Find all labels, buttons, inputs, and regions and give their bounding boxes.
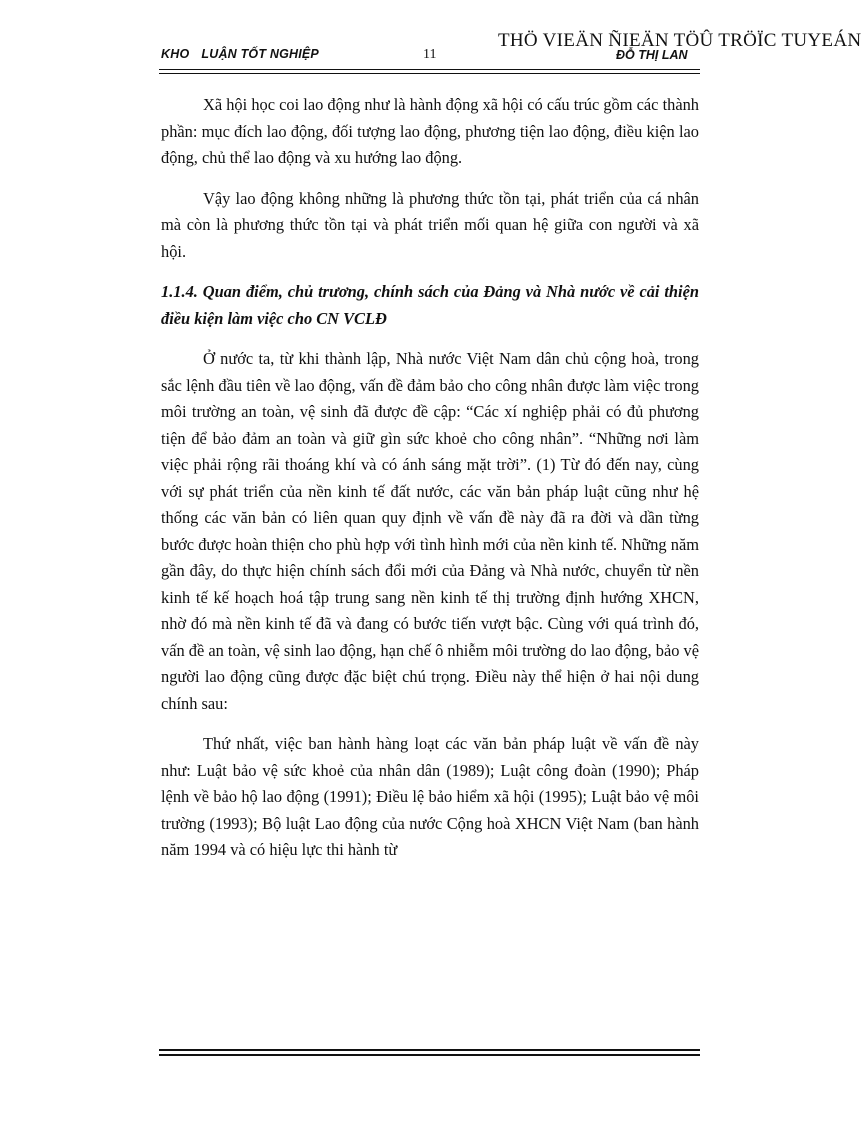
- page-number: 11: [423, 47, 437, 62]
- header-title-part1: KHO: [161, 47, 190, 61]
- paragraph-3: Ở nước ta, từ khi thành lập, Nhà nước Việt Nam dân chủ cộng hoà, trong sắc lệnh đầu tiên về lao động, vấn đề đảm bảo cho công nhân được làm việc trong môi trường an toàn, vệ sinh đã được đề cập: “Các xí nghiệp phải có đủ phương tiện để bảo đảm an toàn và giữ gìn sức khoẻ cho công nhân”. “Những nơi làm việc phải rộng rãi thoáng khí và có ánh sáng mặt trời”. (1) Từ đó đến nay, cùng với sự phát triển của nền kinh tế đất nước, các văn bản pháp luật cũng như hệ thống các văn bản có liên quan quy định về vấn đề này đã ra đời và dần từng bước được hoàn thiện cho phù hợp với tình hình mới của nền kinh tế. Những năm gần đây, do thực hiện chính sách đổi mới của Đảng và Nhà nước, chuyển từ nền kinh tế kế hoạch hoá tập trung sang nền kinh tế thị trường định hướng XHCN, nhờ đó mà nền kinh tế đã và đang có bước tiến vượt bậc. Cùng với quá trình đó, vấn đề an toàn, vệ sinh lao động, hạn chế ô nhiễm môi trường do lao động, bảo vệ người lao động cũng được đặc biệt chú trọng. Điều này thể hiện ở hai nội dung chính sau:: [161, 349, 699, 713]
- paragraph-1: Xã hội học coi lao động như là hành động xã hội có cấu trúc gồm các thành phần: mục đích lao động, đối tượng lao động, phương tiện lao động, điều kiện lao động, chủ thể lao động và xu hướng lao động.: [161, 95, 699, 167]
- header-author: ĐỖ THỊ LAN: [616, 48, 688, 62]
- header-divider: [159, 69, 700, 74]
- footer-divider: [159, 1049, 700, 1056]
- paragraph-4: Thứ nhất, việc ban hành hàng loạt các văn bản pháp luật về vấn đề này như: Luật bảo vệ sức khoẻ của nhân dân (1989); Luật công đoàn (1990); Pháp lệnh về bảo hộ lao động (1991); Điều lệ bảo hiểm xã hội (1995); Luật bảo vệ môi trường (1993); Bộ luật Lao động của nước Cộng hoà XHCN Việt Nam (ban hành năm 1994 và có hiệu lực thi hành từ: [161, 734, 699, 859]
- paragraph-2: Vậy lao động không những là phương thức tồn tại, phát triển của cá nhân mà còn là phương thức tồn tại và phát triển mối quan hệ giữa con người và xã hội.: [161, 188, 699, 261]
- header-title: [161, 47, 319, 61]
- section-heading: 1.1.4. Quan điểm, chủ trương, chính sách của Đảng và Nhà nước về cải thiện điều kiện làm việc cho CN VCLĐ: [161, 282, 699, 328]
- page-body: [161, 92, 699, 878]
- header-title-part2: LUẬN TỐT NGHIỆP: [201, 47, 319, 61]
- watermark-text: THÖ VIEÄN ÑIEÄN TÖÛ TRÖÏC TUYEÁN: [498, 30, 861, 51]
